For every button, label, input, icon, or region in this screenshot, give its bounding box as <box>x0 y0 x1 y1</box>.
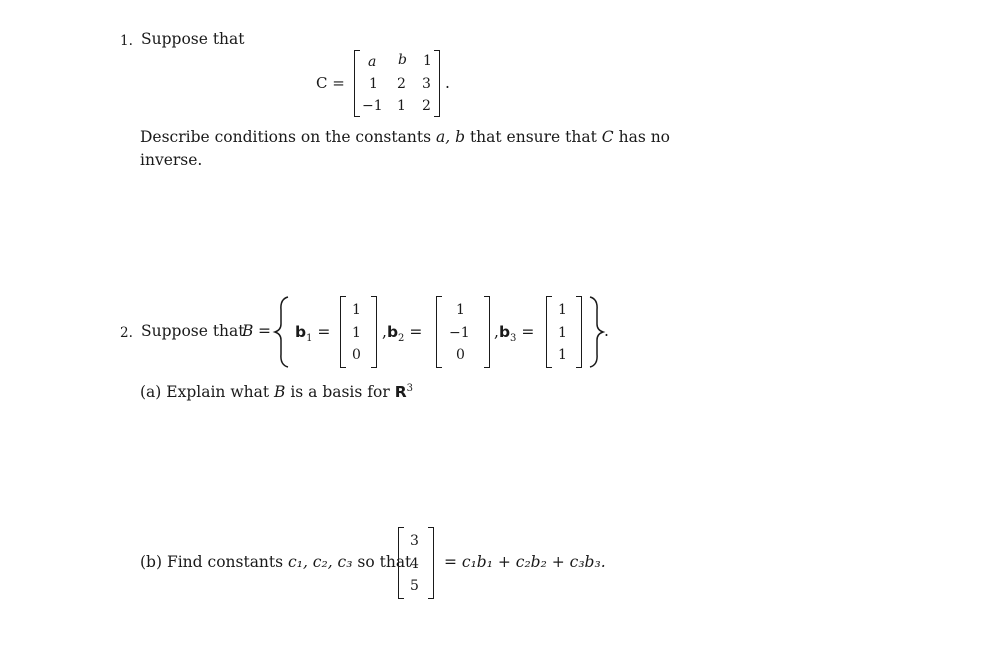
part-b-text: Find constants <box>166 553 284 571</box>
problem-2-number: 2. <box>120 325 133 341</box>
matrix-c-cell: 2 <box>397 76 406 92</box>
part-b-rhs: = c₁b₁ + c₂b₂ + c₃b₃. <box>444 553 606 571</box>
target-vector-right-bracket <box>428 527 434 599</box>
b2-entry: −1 <box>449 325 470 341</box>
matrix-c-cell: 1 <box>423 53 432 69</box>
part-a-var: B <box>273 383 286 401</box>
question-vars: a, b <box>435 128 465 146</box>
b1-entry: 1 <box>352 302 361 318</box>
b2-label: $,b_2$ = <box>382 323 423 344</box>
problem-2-intro: Suppose that <box>141 322 245 340</box>
b2-left-bracket <box>436 296 442 368</box>
question-text: that ensure that <box>469 128 597 146</box>
b3-right-bracket <box>576 296 582 368</box>
problem-1-intro: Suppose that <box>141 30 245 48</box>
set-b-equals: = <box>258 322 271 340</box>
b3-entry: 1 <box>558 325 567 341</box>
matrix-c-cell: b <box>398 52 407 68</box>
b1-label: $b_1$ = <box>295 323 331 344</box>
problem-1-number: 1. <box>120 33 133 49</box>
matrix-c-label: C = <box>316 74 345 92</box>
question-text: has no <box>618 128 671 146</box>
target-vector-entry: 5 <box>410 578 419 594</box>
set-b-period: . <box>604 322 609 340</box>
problem-1-question-line2: inverse. <box>140 151 203 169</box>
part-b-text: so that <box>357 553 412 571</box>
b1-entry: 0 <box>352 347 361 363</box>
matrix-c-right-bracket <box>434 50 440 117</box>
b1-left-bracket <box>340 296 346 368</box>
target-vector-left-bracket <box>398 527 404 599</box>
b3-left-bracket <box>546 296 552 368</box>
part-b-vars: c₁, c₂, c₃ <box>288 553 353 571</box>
b3-entry: 1 <box>558 347 567 363</box>
b2-right-bracket <box>484 296 490 368</box>
part-a-label: (a) <box>140 383 162 401</box>
part-b-label: (b) <box>140 553 163 571</box>
b3-label: $,b_3$ = <box>494 323 535 344</box>
set-b-label: B <box>242 322 254 340</box>
matrix-c-cell: 2 <box>422 98 431 114</box>
b3-entry: 1 <box>558 302 567 318</box>
real-space-symbol: R <box>394 383 407 401</box>
matrix-c-cell: −1 <box>362 98 383 114</box>
real-space-exponent: 3 <box>406 383 414 394</box>
b1-entry: 1 <box>352 325 361 341</box>
b2-entry: 0 <box>456 347 465 363</box>
question-text: Describe conditions on the constants <box>140 128 432 146</box>
matrix-c-cell: 1 <box>397 98 406 114</box>
matrix-c-cell: 3 <box>422 76 431 92</box>
part-a-text: Explain what <box>166 383 270 401</box>
matrix-c-cell: a <box>368 54 377 70</box>
part-a-text: is a basis for <box>290 383 390 401</box>
matrix-c-left-bracket <box>354 50 360 117</box>
part-b <box>140 555 411 571</box>
b1-right-bracket <box>371 296 377 368</box>
right-brace <box>588 296 604 368</box>
matrix-c-period: . <box>445 74 450 92</box>
target-vector-entry: 3 <box>410 533 419 549</box>
matrix-c-cell: 1 <box>369 76 378 92</box>
left-brace <box>274 296 290 368</box>
target-vector-entry: 4 <box>410 556 419 572</box>
b2-entry: 1 <box>456 302 465 318</box>
problem-1-question <box>140 130 670 146</box>
question-var-c: C <box>601 128 614 146</box>
part-a <box>140 385 413 401</box>
